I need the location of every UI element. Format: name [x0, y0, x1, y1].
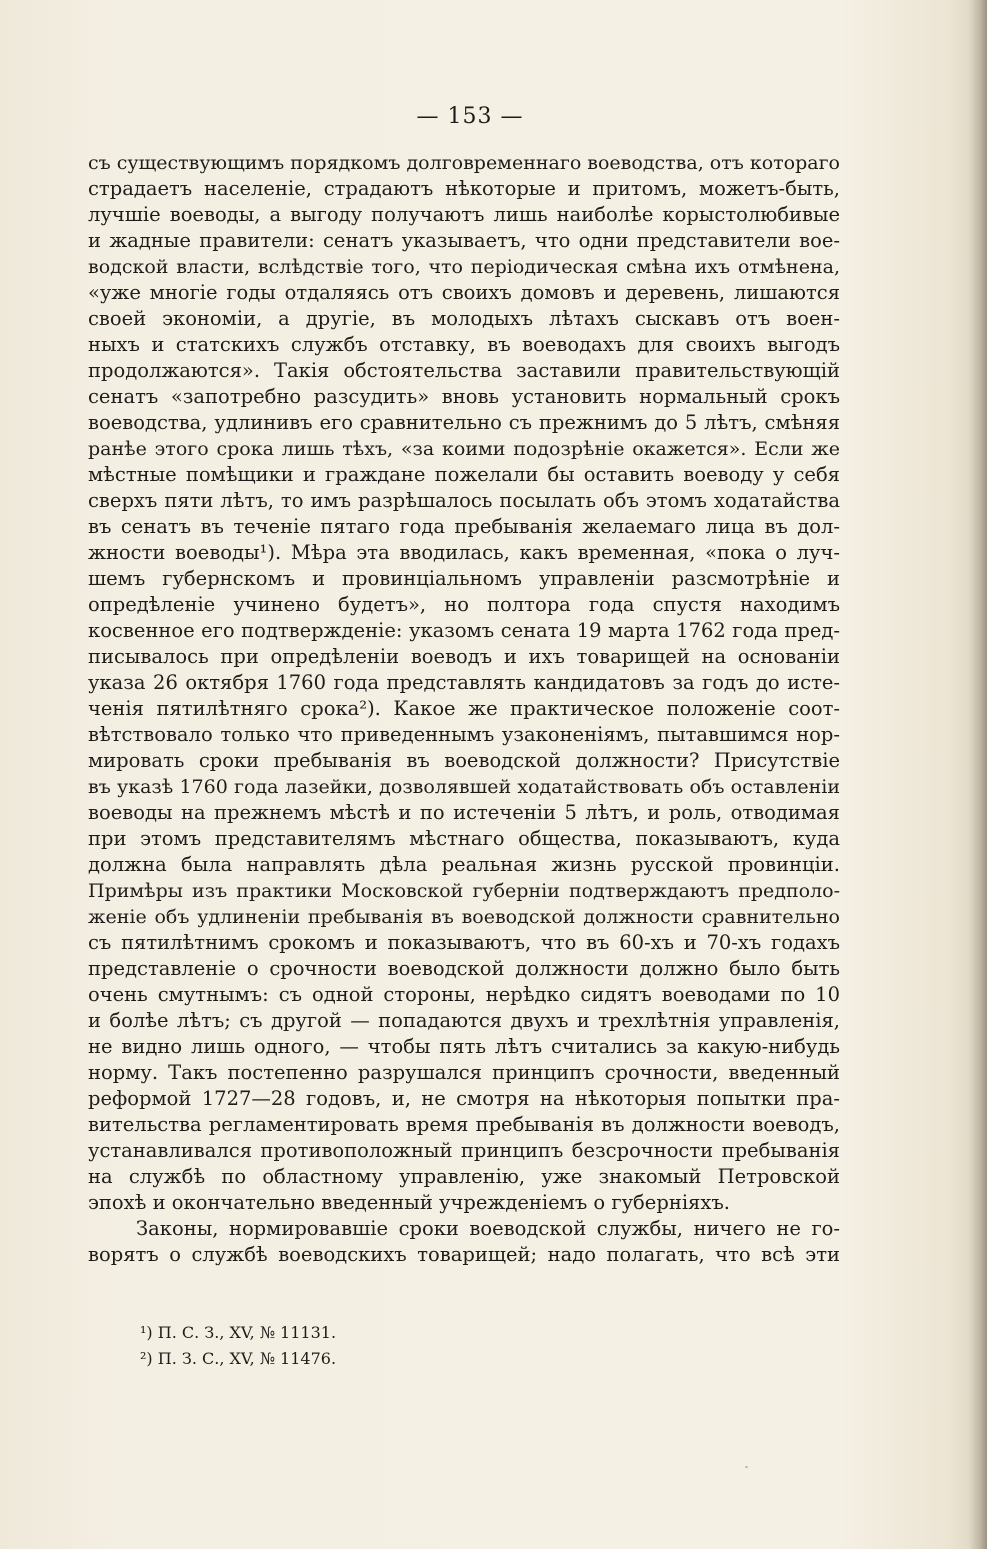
text-line: воеводы на прежнемъ мѣстѣ и по истеченіи 5 лѣтъ, и роль, отводимая — [88, 801, 840, 824]
text-line: сенатъ «запотребно разсудить» вновь установить нормальный срокъ — [88, 385, 840, 408]
text-line: жности воеводы¹). Мѣра эта вводилась, какъ временная, «пока о луч- — [88, 541, 840, 564]
page-edge-shadow — [969, 0, 987, 1549]
text-line: мѣстные помѣщики и граждане пожелали бы оставить воеводу у себя — [88, 463, 840, 486]
text-line: очень смутнымъ: съ одной стороны, нерѣдко сидятъ воеводами по 10 — [88, 983, 840, 1006]
text-line: представленіе о срочности воеводской должности должно было быть — [88, 957, 840, 980]
text-line: указа 26 октября 1760 года представлять кандидатовъ за годъ до исте- — [88, 671, 840, 694]
text-line: съ существующимъ порядкомъ долговременнаго воеводства, отъ котораго — [88, 152, 840, 174]
text-line: воеводства, удлинивъ его сравнительно съ прежнимъ до 5 лѣтъ, смѣняя — [88, 411, 840, 434]
footnote-2: ²) П. З. С., XV, № 11476. — [140, 1349, 337, 1368]
text-line: мировать сроки пребыванія въ воеводской должности? Присутствіе — [88, 749, 840, 772]
text-line: и болѣе лѣтъ; съ другой — попадаются двухъ и трехлѣтнія управленія, — [88, 1009, 840, 1032]
text-line: шемъ губернскомъ и провинціальномъ управленіи разсмотрѣніе и — [88, 567, 840, 590]
body-text — [88, 150, 840, 1268]
text-line: Примѣры изъ практики Московской губерніи подтверждаютъ предполо- — [88, 880, 840, 902]
text-line: своей экономіи, а другіе, въ молодыхъ лѣтахъ сыскавъ отъ воен- — [88, 307, 840, 330]
text-line: «уже многіе годы отдаляясь отъ своихъ домовъ и деревень, лишаются — [88, 281, 840, 304]
text-line: устанавливался противоположный принципъ безсрочности пребыванія — [88, 1139, 840, 1162]
text-line: лучшіе воеводы, а выгоду получаютъ лишь наиболѣе корыстолюбивые — [88, 203, 840, 226]
text-line: не видно лишь одного, — чтобы пять лѣтъ считались за какую-нибудь — [88, 1035, 840, 1058]
text-line-paragraph-end: эпохѣ и окончательно введенный учрежденіемъ о губерніяхъ. — [88, 1191, 730, 1214]
text-line: водской власти, вслѣдствіе того, что періодическая смѣна ихъ отмѣнена, — [88, 256, 840, 278]
text-line: съ пятилѣтнимъ срокомъ и показываютъ, что въ 60-хъ и 70-хъ годахъ — [88, 931, 840, 954]
text-line: продолжаются». Такія обстоятельства заставили правительствующій — [88, 359, 840, 382]
footnote-1: ¹) П. С. З., XV, № 11131. — [140, 1323, 337, 1342]
text-line: въ указѣ 1760 года лазейки, дозволявшей ходатайствовать объ оставленіи — [88, 776, 840, 798]
paper-speck — [745, 1466, 748, 1468]
text-line: страдаетъ населеніе, страдаютъ нѣкоторые и притомъ, можетъ-быть, — [88, 177, 840, 200]
text-line: ныхъ и статскихъ службъ отставку, въ воеводахъ для своихъ выгодъ — [88, 333, 840, 356]
text-line-paragraph-start: Законы, нормировавшіе сроки воеводской службы, ничего не го- — [136, 1217, 840, 1240]
text-line: сверхъ пяти лѣтъ, то имъ разрѣшалось посылать объ этомъ ходатайства — [88, 489, 840, 512]
text-line: вѣтствовало только что приведеннымъ узаконеніямъ, пытавшимся нор- — [88, 723, 840, 746]
text-line: опредѣленіе учинено будетъ», но полтора года спустя находимъ — [88, 593, 840, 616]
footnotes — [140, 1320, 740, 1372]
text-line: реформой 1727—28 годовъ, и, не смотря на нѣкоторыя попытки пра- — [88, 1087, 840, 1110]
text-line: женіе объ удлиненіи пребыванія въ воеводской должности сравнительно — [88, 906, 840, 928]
text-line: на службѣ по областному управленію, уже знакомый Петровской — [88, 1165, 840, 1188]
text-line: ворятъ о службѣ воеводскихъ товарищей; надо полагать, что всѣ эти — [88, 1243, 840, 1266]
text-line: должна была направлять дѣла реальная жизнь русской провинціи. — [88, 853, 840, 876]
text-line: и жадные правители: сенатъ указываетъ, что одни представители вое- — [88, 229, 840, 252]
text-line: ченія пятилѣтняго срока²). Какое же практическое положеніе соот- — [88, 697, 840, 720]
text-line: ранѣе этого срока лишь тѣхъ, «за коими подозрѣніе окажется». Если же — [88, 438, 840, 460]
page-number: — 153 — — [416, 104, 524, 129]
text-line: при этомъ представителямъ мѣстнаго общества, показываютъ, куда — [88, 827, 840, 850]
text-line: косвенное его подтвержденіе: указомъ сената 19 марта 1762 года пред- — [88, 619, 840, 642]
text-line: въ сенатъ въ теченіе пятаго года пребыванія желаемаго лица въ дол- — [88, 515, 840, 538]
text-line: вительства регламентировать время пребыванія въ должности воеводъ, — [88, 1113, 840, 1136]
text-line: писывалось при опредѣленіи воеводъ и ихъ товарищей на основаніи — [88, 645, 840, 668]
text-line: норму. Такъ постепенно разрушался принципъ срочности, введенный — [88, 1061, 840, 1084]
